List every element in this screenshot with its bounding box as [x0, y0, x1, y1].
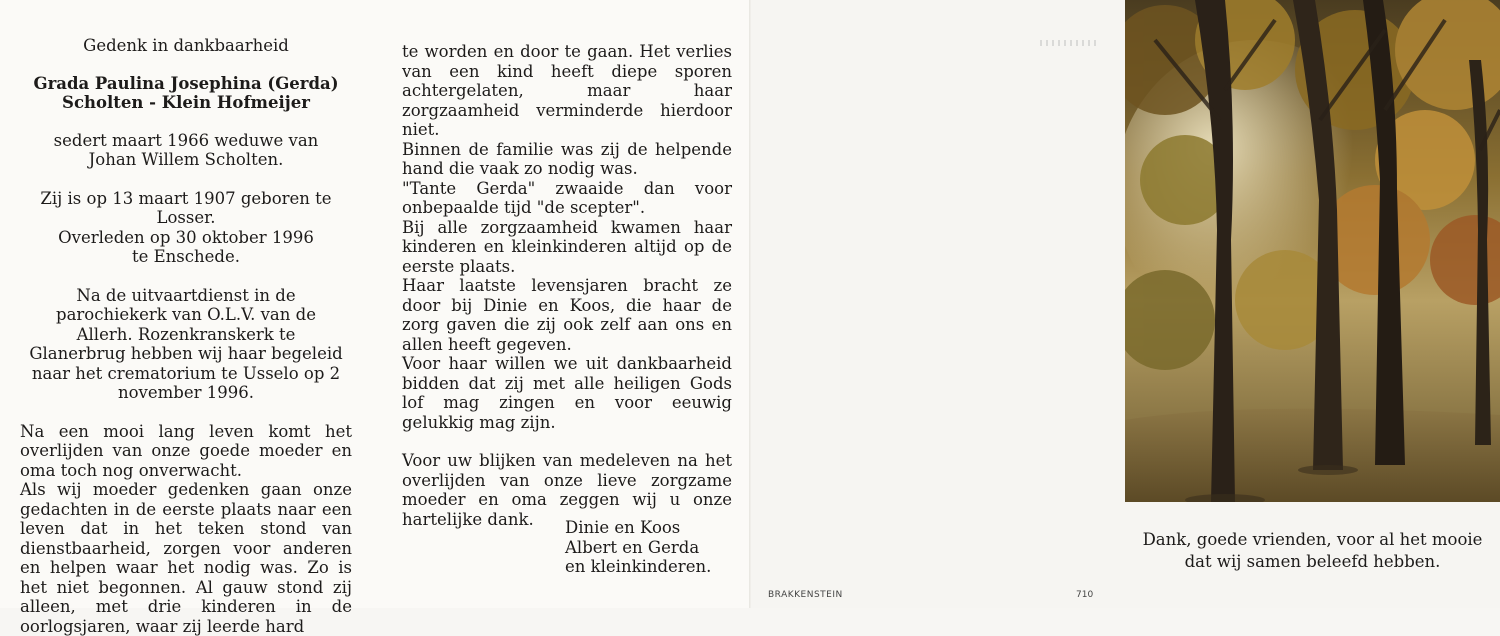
autumn-forest-photo [1125, 0, 1500, 502]
life-paragraph-1: Na een mooi lang leven komt het overlijden van onze goede moeder en oma toch nog onverwacht. [20, 421, 352, 480]
widow-line-1: sedert maart 1966 weduwe van [53, 130, 319, 150]
signature-block [565, 518, 745, 577]
funeral-paragraph: Na de uitvaartdienst in de parochiekerk van O.L.V. van de Allerh. Rozenkranskerk te Glanerbrug hebben wij haar begeleid naar het crematorium te Usselo op 2 november 1996. [29, 285, 343, 402]
left-text-column [20, 36, 352, 636]
forest-illustration [1125, 0, 1500, 502]
text-paragraph-3: "Tante Gerda" zwaaide dan voor onbepaalde tijd "de scepter". [402, 178, 732, 217]
name-line-1: Grada Paulina Josephina (Gerda) [33, 73, 339, 93]
died-line-2: te Enschede. [132, 247, 240, 266]
text-paragraph-1: te worden en door te gaan. Het verlies van een kind heeft diepe sporen achtergelaten, maar haar zorgzaamheid verminderde hierdoor niet. [402, 42, 732, 139]
name-line-2: Scholten - Klein Hofmeijer [62, 93, 310, 112]
text-paragraph-2: Binnen de familie was zij de helpende hand die vaak zo nodig was. [402, 139, 732, 178]
signature-line-3: en kleinkinderen. [565, 557, 712, 576]
text-paragraph-5: Haar laatste levensjaren bracht ze door bij Dinie en Koos, die haar de zorg gaven die zij ook zelf aan ons en allen heeft gegeven. [402, 276, 732, 354]
signature-line-1: Dinie en Koos [565, 518, 681, 537]
text-paragraph-4: Bij alle zorgzaamheid kwamen haar kinderen en kleinkinderen altijd op de eerste plaats. [402, 217, 732, 276]
right-text-column [402, 42, 732, 529]
card-fold [749, 0, 751, 608]
caption-line-1: Dank, goede vrienden, voor al het mooie [1142, 530, 1483, 549]
signature-line-2: Albert en Gerda [565, 537, 700, 557]
caption-line-2: dat wij samen beleefd hebben. [1184, 552, 1441, 571]
thanks-paragraph: Voor uw blijken van medeleven na het overlijden van onze lieve zorgzame moeder en oma zeggen wij u onze hartelijke dank. [402, 451, 732, 529]
paper-speckle [1040, 40, 1100, 46]
photo-caption [1125, 529, 1500, 573]
widow-line-2: Johan Willem Scholten. [88, 150, 284, 169]
heading: Gedenk in dankbaarheid [83, 36, 289, 55]
life-paragraph-2: Als wij moeder gedenken gaan onze gedachten in de eerste plaats naar een leven dat in het teken stond van dienstbaarheid, zorgen voor anderen en helpen waar het nodig was. Zo is het niet begonnen. Al gauw stond zij alleen, met drie kinderen in de oorlogsjaren, waar zij leerde hard [20, 480, 352, 636]
birth-death [20, 189, 352, 267]
born-line: Zij is op 13 maart 1907 geboren te Losser. [40, 188, 332, 227]
widow-note [20, 131, 352, 170]
died-line-1: Overleden op 30 oktober 1996 [58, 227, 314, 247]
text-paragraph-6: Voor haar willen we uit dankbaarheid bidden dat zij met alle heiligen Gods lof mag zingen en voor eeuwig gelukkig mag zijn. [402, 354, 732, 432]
card-number: 710 [1076, 590, 1094, 600]
publisher-imprint: BRAKKENSTEIN [768, 590, 843, 600]
deceased-name [20, 74, 352, 113]
